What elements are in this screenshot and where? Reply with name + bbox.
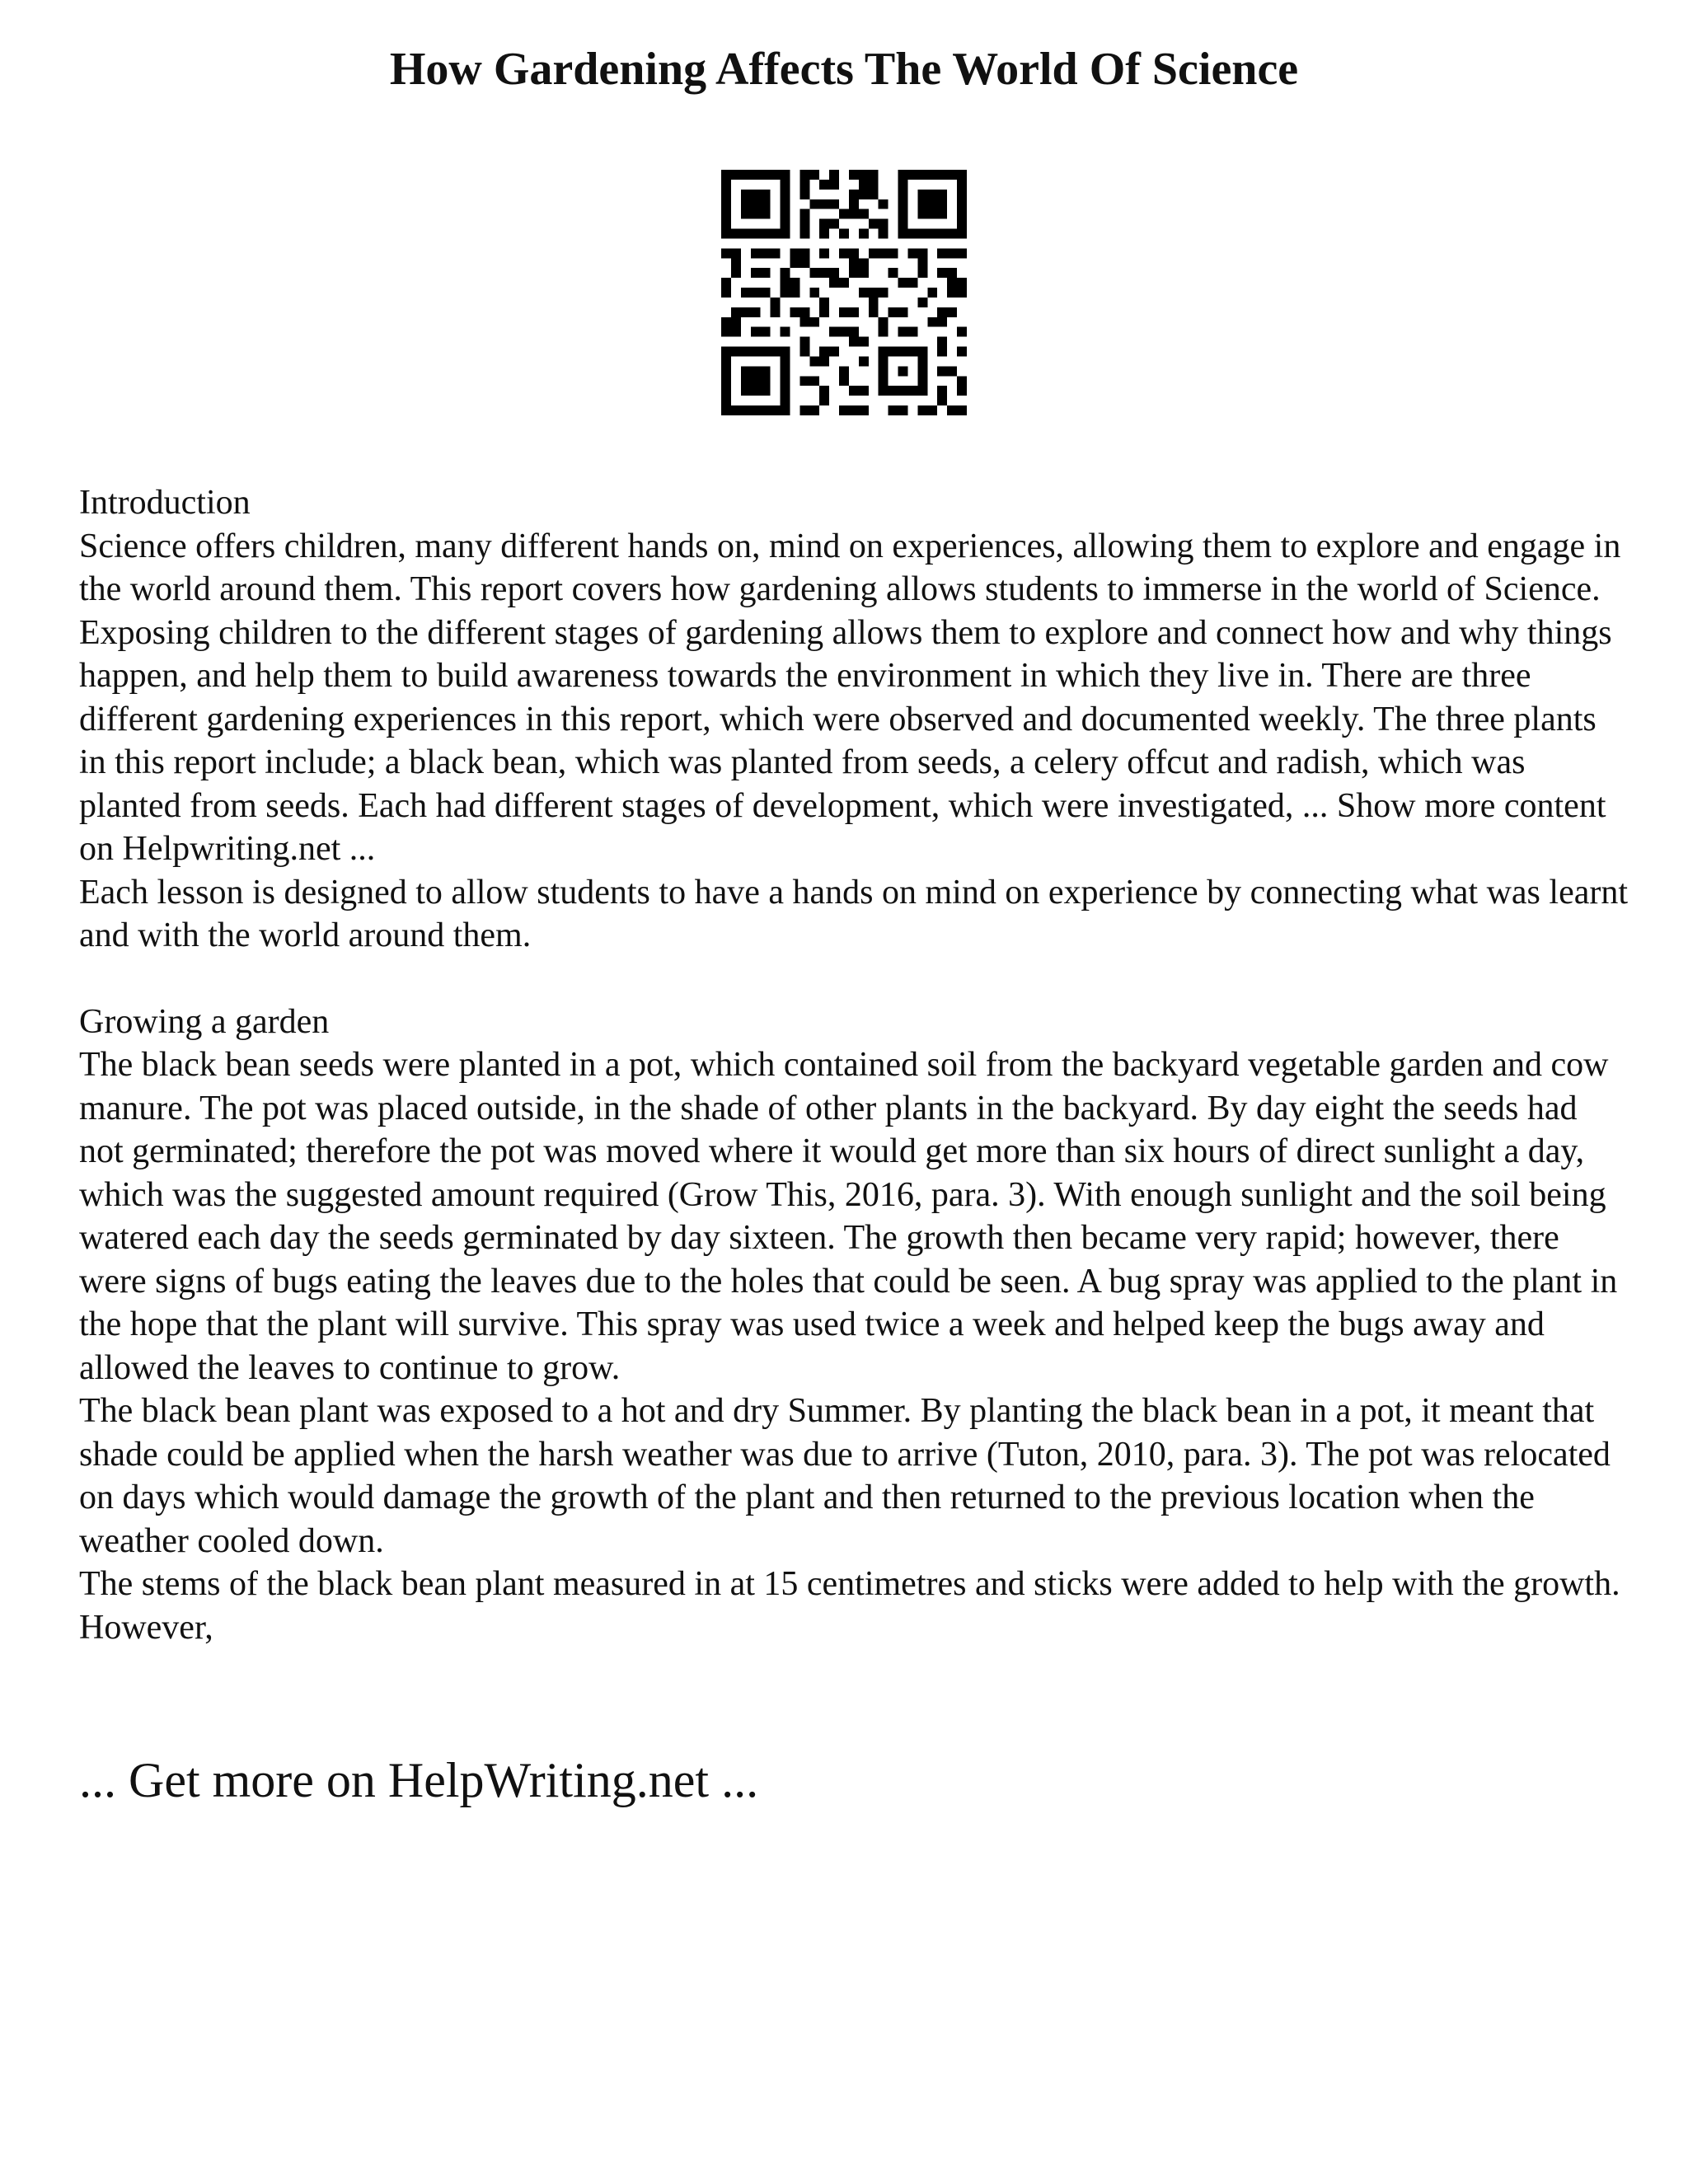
body-paragraph: Science offers children, many different hands on, mind on experiences, allowing them to explore and engage in the world around them. This report covers how gardening allows students to immerse in the world of Science. Exposing children to the different stages of gardening allows them to explore and connect how and why things happen, and help them to build awareness towards the environment in which they live in. There are three different gardening experiences in this report, which were observed and documented weekly. The three plants in this report include; a black bean, which was planted from seeds, a celery offcut and radish, which was planted from seeds. Each had different stages of development, which were investigated, ... Show more content on Helpwriting.net ...	[79, 527, 1621, 868]
section-spacer	[79, 958, 1629, 1001]
section-heading-growing-a-garden: Growing a garden	[79, 1002, 330, 1041]
section-heading-introduction: Introduction	[79, 484, 251, 522]
document-body	[79, 481, 1629, 1649]
body-paragraph: The stems of the black bean plant measured in at 15 centimetres and sticks were added to help with the growth. However,	[79, 1565, 1620, 1647]
body-paragraph: Each lesson is designed to allow students to have a hands on mind on experience by connecting what was learnt and with the world around them.	[79, 873, 1629, 954]
body-paragraph: The black bean plant was exposed to a hot and dry Summer. By planting the black bean in a pot, it meant that shade could be applied when the harsh weather was due to arrive (Tuton, 2010, para. 3). The pot was relocated on days which would damage the growth of the plant and then returned to the previous location when the weather cooled down.	[79, 1392, 1611, 1560]
body-paragraph: The black bean seeds were planted in a pot, which contained soil from the backyard vegetable garden and cow manure. The pot was placed outside, in the shade of other plants in the backyard. By day eight the seeds had not germinated; therefore the pot was moved where it would get more than six hours of direct sunlight a day, which was the suggested amount required (Grow This, 2016, para. 3). With enough sunlight and the soil being watered each day the seeds germinated by day sixteen. The growth then became very rapid; however, there were signs of bugs eating the leaves due to the holes that could be seen. A bug spray was applied to the plant in the hope that the plant will survive. This spray was used twice a week and helped keep the bugs away and allowed the leaves to continue to grow.	[79, 1046, 1618, 1387]
get-more-link[interactable]: ... Get more on HelpWriting.net ...	[79, 1753, 759, 1807]
document-title: How Gardening Affects The World Of Science	[389, 44, 1299, 95]
qr-code-icon	[721, 170, 967, 415]
